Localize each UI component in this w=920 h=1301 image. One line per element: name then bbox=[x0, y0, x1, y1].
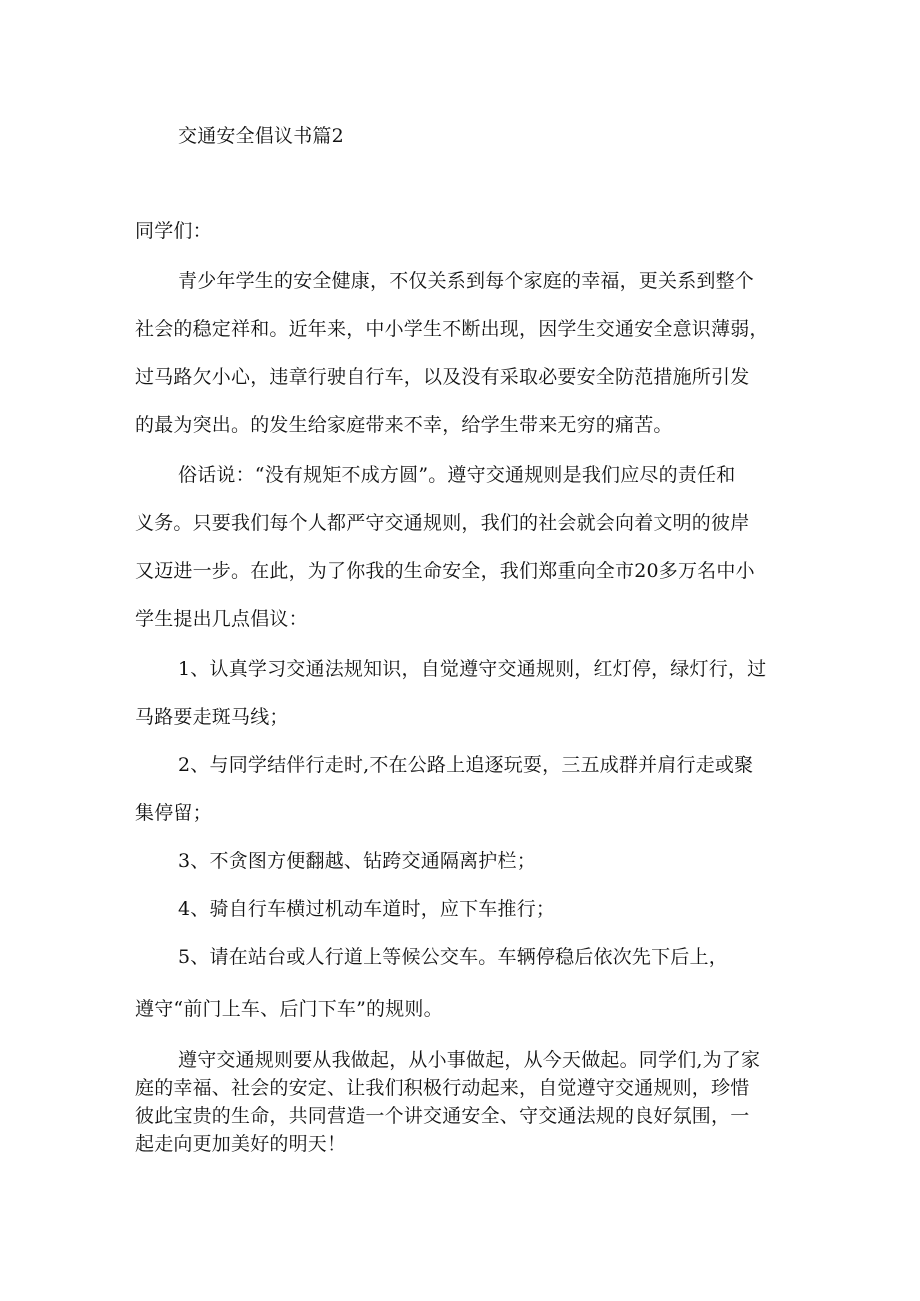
paragraph-2-line-3: 又迈进一步。在此，为了你我的生命安全，我们郑重向全市20多万名中小 bbox=[135, 560, 755, 582]
item-2-line-1: 2、与同学结伴行走时,不在公路上追逐玩耍，三五成群并肩行走或聚 bbox=[178, 754, 754, 776]
item-5-line-1: 5、请在站台或人行道上等候公交车。车辆停稳后依次先下后上， bbox=[178, 946, 728, 968]
item-2-line-2: 集停留； bbox=[135, 802, 212, 824]
item-1-line-1: 1、认真学习交通法规知识，自觉遵守交通规则，红灯停，绿灯行，过 bbox=[178, 658, 767, 680]
closing-line-1: 遵守交通规则要从我做起，从小事做起，从今天做起。同学们,为了家 bbox=[178, 1049, 761, 1071]
paragraph-1-line-3: 过马路欠小心，违章行驶自行车，以及没有采取必要安全防范措施所引发 bbox=[135, 366, 750, 388]
paragraph-2-line-4: 学生提出几点倡议： bbox=[135, 608, 308, 630]
paragraph-1-line-2: 社会的稳定祥和。近年来，中小学生不断出现，因学生交通安全意识薄弱， bbox=[135, 318, 769, 340]
greeting: 同学们： bbox=[135, 220, 212, 242]
paragraph-1-line-4: 的最为突出。的发生给家庭带来不幸，给学生带来无穷的痛苦。 bbox=[135, 414, 673, 436]
item-1-line-2: 马路要走斑马线； bbox=[135, 706, 289, 728]
item-3: 3、不贪图方便翻越、钻跨交通隔离护栏； bbox=[178, 850, 536, 872]
paragraph-2-line-2: 义务。只要我们每个人都严守交通规则，我们的社会就会向着文明的彼岸 bbox=[135, 512, 750, 534]
document-title: 交通安全倡议书篇2 bbox=[178, 125, 344, 147]
closing-line-3: 彼此宝贵的生命，共同营造一个讲交通安全、守交通法规的良好氛围，一 bbox=[135, 1105, 750, 1127]
item-4: 4、骑自行车横过机动车道时，应下车推行； bbox=[178, 898, 556, 920]
item-5-line-2: 遵守“前门上车、后门下车”的规则。 bbox=[135, 998, 443, 1020]
closing-line-4: 起走向更加美好的明天！ bbox=[135, 1133, 347, 1155]
paragraph-2-line-1: 俗话说：“没有规矩不成方圆”。遵守交通规则是我们应尽的责任和 bbox=[178, 464, 736, 486]
closing-line-2: 庭的幸福、社会的安定、让我们积极行动起来，自觉遵守交通规则，珍惜 bbox=[135, 1077, 750, 1099]
paragraph-1-line-1: 青少年学生的安全健康，不仅关系到每个家庭的幸福，更关系到整个 bbox=[178, 270, 755, 292]
